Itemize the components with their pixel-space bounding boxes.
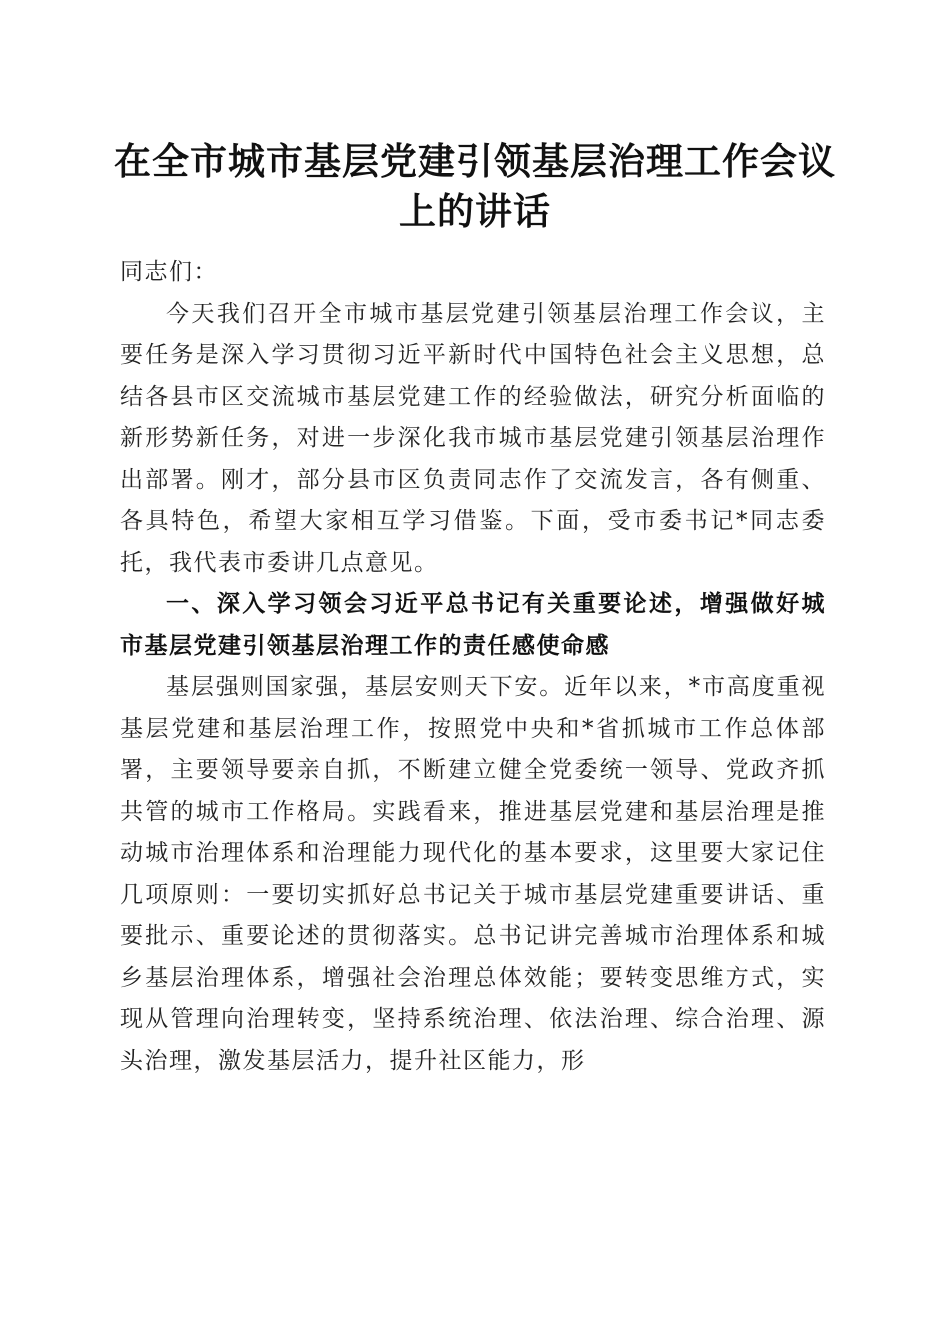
document-body	[120, 252, 826, 1082]
section-heading-1: 一、深入学习领会习近平总书记有关重要论述，增强做好城市基层党建引领基层治理工作的责任感使命感	[120, 591, 826, 659]
salutation: 同志们：	[120, 259, 218, 285]
document-title: 在全市城市基层党建引领基层治理工作会议上的讲话	[114, 139, 836, 233]
paragraph-opening: 今天我们召开全市城市基层党建引领基层治理工作会议，主要任务是深入学习贯彻习近平新时代中国特色社会主义思想，总结各县市区交流城市基层党建工作的经验做法，研究分析面临的新形势新任务，对进一步深化我市城市基层党建引领基层治理作出部署。刚才，部分县市区负责同志作了交流发言，各有侧重、各具特色，希望大家相互学习借鉴。下面，受市委书记*同志委托，我代表市委讲几点意见。	[120, 300, 826, 576]
paragraph-section-1: 基层强则国家强，基层安则天下安。近年以来，*市高度重视基层党建和基层治理工作，按照党中央和*省抓城市工作总体部署，主要领导要亲自抓，不断建立健全党委统一领导、党政齐抓共管的城市工作格局。实践看来，推进基层党建和基层治理是推动城市治理体系和治理能力现代化的基本要求，这里要大家记住几项原则：一要切实抓好总书记关于城市基层党建重要讲话、重要批示、重要论述的贯彻落实。总书记讲完善城市治理体系和城乡基层治理体系，增强社会治理总体效能；要转变思维方式，实现从管理向治理转变，坚持系统治理、依法治理、综合治理、源头治理，激发基层活力，提升社区能力，形	[120, 674, 826, 1074]
